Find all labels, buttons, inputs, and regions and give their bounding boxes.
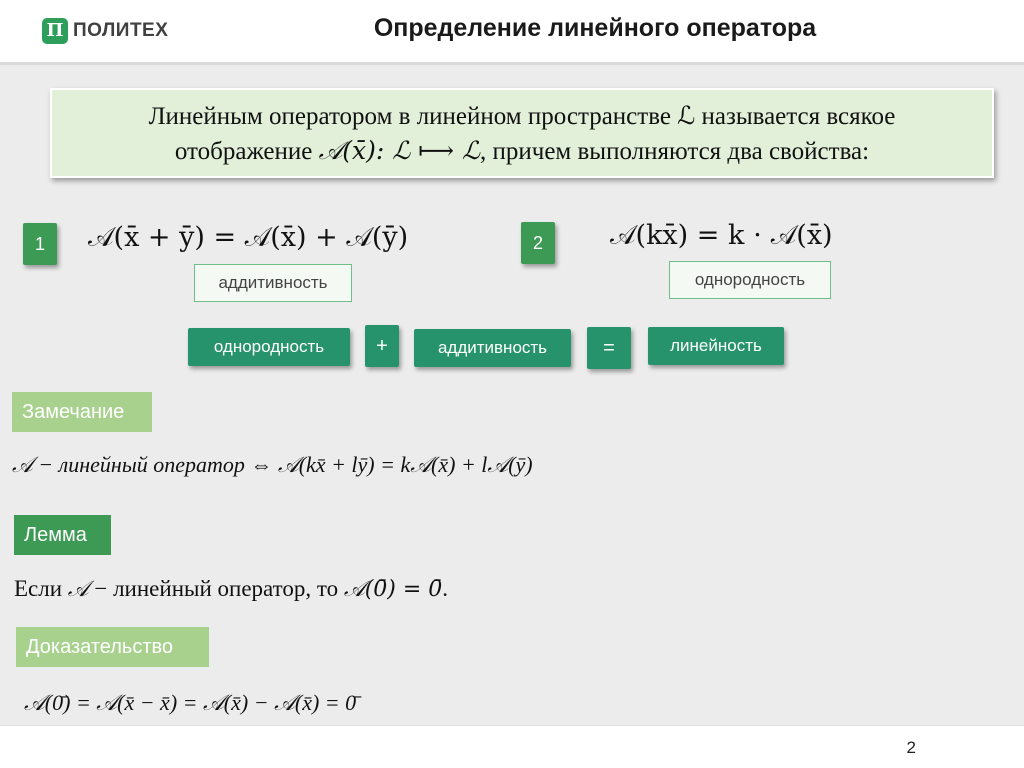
equation-term-homogeneity: однородность bbox=[188, 328, 350, 366]
definition-line-2-prefix: отображение bbox=[174, 138, 319, 165]
equation-term-additivity: аддитивность bbox=[414, 329, 571, 367]
definition-line-2-suffix: , причем выполняются два свойства: bbox=[479, 138, 870, 165]
proof-formula: 𝒜(0̄) = 𝒜(x̄ − x̄) = 𝒜(x̄) − 𝒜(x̄) = 0̄ bbox=[24, 690, 357, 715]
logo-text: ПОЛИТЕХ bbox=[73, 20, 169, 41]
slide-header bbox=[0, 0, 1024, 65]
politeh-logo bbox=[42, 17, 168, 45]
lemma-conclusion-formula: 𝒜(0̄) = 0̄ bbox=[343, 577, 443, 602]
property-1-formula: 𝒜(x̄ + ȳ) = 𝒜(x̄) + 𝒜(ȳ) bbox=[88, 222, 409, 253]
definition-line-1: Линейным оператором в линейном пространстве ℒ называется всякое bbox=[148, 103, 896, 130]
lemma-statement bbox=[14, 576, 448, 602]
remark-heading: Замечание bbox=[12, 392, 152, 432]
property-2-formula: 𝒜(kx̄) = k ⋅ 𝒜(x̄) bbox=[610, 220, 833, 251]
property-1-number: 1 bbox=[23, 223, 57, 265]
definition-mapping: 𝒜(x̄): ℒ ⟼ ℒ bbox=[318, 136, 480, 165]
equation-result-linearity: линейность bbox=[648, 327, 784, 365]
proof-heading: Доказательство bbox=[16, 627, 209, 667]
definition-box bbox=[50, 88, 994, 178]
lemma-text-suffix: . bbox=[442, 576, 449, 601]
slide-title: Определение линейного оператора bbox=[373, 14, 817, 42]
property-1-label: аддитивность bbox=[194, 264, 352, 302]
equals-sign: = bbox=[587, 327, 631, 369]
lemma-heading: Лемма bbox=[14, 515, 111, 555]
remark-statement: 𝒜 − линейный оператор ⇔ 𝒜(kx̄ + lȳ) = k𝒜(x̄) + l𝒜(ȳ) bbox=[12, 452, 533, 477]
property-2-label: однородность bbox=[669, 261, 831, 299]
page-number: 2 bbox=[906, 738, 916, 757]
logo-mark-icon: П bbox=[42, 18, 68, 44]
lemma-text-prefix: Если bbox=[14, 576, 68, 601]
slide-footer bbox=[0, 725, 1024, 768]
lemma-operator-symbol: 𝒜 bbox=[67, 577, 89, 602]
plus-sign: + bbox=[365, 325, 399, 367]
definition-line-2 bbox=[52, 134, 992, 169]
property-2-number: 2 bbox=[521, 222, 555, 264]
lemma-text-middle: − линейный оператор, то bbox=[88, 576, 344, 601]
